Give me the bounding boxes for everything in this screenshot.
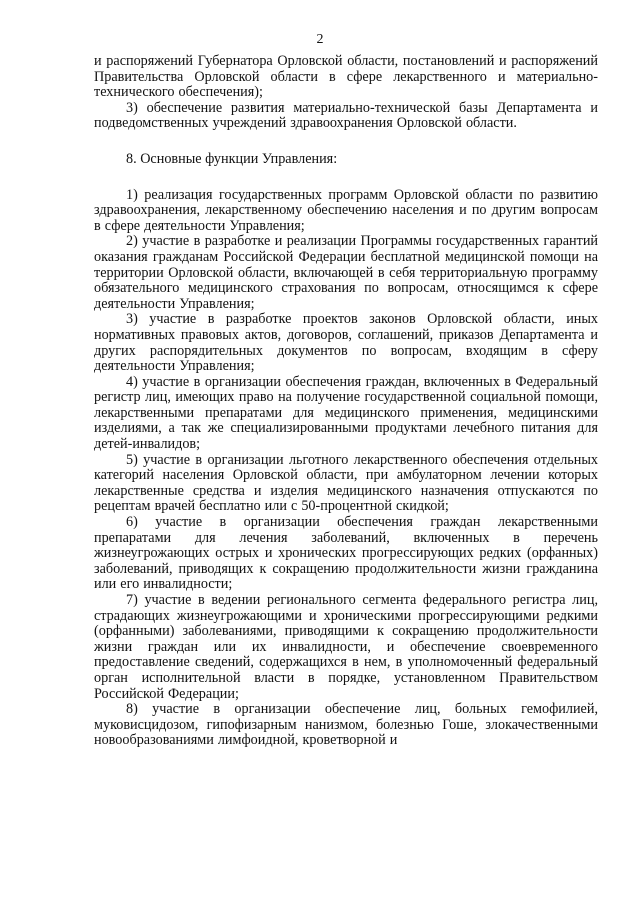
- page-number: 2: [316, 32, 324, 47]
- intro-paragraph-continuation: и распоряжений Губернатора Орловской области, постановлений и распоряжений Правительства Орловской области в сфере лекарственного и материально-технического обеспечения);: [94, 53, 598, 101]
- function-item-7: 7) участие в ведении регионального сегмента федерального регистра лиц, страдающих жизнеугрожающими и хроническими прогрессирующими редкими (орфанными) заболеваниями, приводящими к сокращению продолжительности жизни граждан или их инвалидности, и обеспечение своевременного предоставление сведений, содержащихся в нем, в уполномоченный федеральный орган исполнительной власти в порядке, установленном Правительством Российской Федерации;: [94, 592, 598, 702]
- function-item-4: 4) участие в организации обеспечения граждан, включенных в Федеральный регистр лиц, имеющих право на получение государственной социальной помощи, лекарственными препаратами для медицинского применения, медицинскими изделиями, а так же специализированными продуктами лечебного питания для детей-инвалидов;: [94, 373, 598, 453]
- function-item-3: 3) участие в разработке проектов законов Орловской области, иных нормативных правовых актов, договоров, соглашений, приказов Департамента и других распорядительных документов по вопросам, входящим в сферу деятельности Управления;: [94, 311, 598, 375]
- function-item-8: 8) участие в организации обеспечение лиц, больных гемофилией, муковисцидозом, гипофизарным нанизмом, болезнью Гоше, злокачественными новообразованиями лимфоидной, кроветворной и: [94, 701, 598, 749]
- function-item-2: 2) участие в разработке и реализации Программы государственных гарантий оказания гражданам Российской Федерации бесплатной медицинской помощи на территории Орловской области, включающей в себя территориальную программу обязательного медицинского страхования по вопросам, относящимся к сфере деятельности Управления;: [94, 233, 598, 312]
- function-item-1: 1) реализация государственных программ Орловской области по развитию здравоохранения, лекарственному обеспечению населения и по другим вопросам в сфере деятельности Управления;: [94, 186, 598, 234]
- section-heading: 8. Основные функции Управления:: [126, 150, 338, 167]
- function-item-6: 6) участие в организации обеспечения граждан лекарственными препаратами для лечения заболеваний, включенных в перечень жизнеугрожающих острых и хронических прогрессирующих редких (орфанных) заболеваний, приводящих к сокращению продолжительности жизни гражданина или его инвалидности;: [94, 514, 598, 593]
- function-item-5: 5) участие в организации льготного лекарственного обеспечения отдельных категорий населения Орловской области, при амбулаторном лечении которых лекарственные средства и изделия медицинского назначения отпускаются по рецептам врачей бесплатно или с 50-процентной скидкой;: [94, 451, 598, 515]
- intro-paragraph-item-3: 3) обеспечение развития материально-технической базы Департамента и подведомственных учреждений здравоохранения Орловской области.: [94, 99, 598, 132]
- document-body: [94, 54, 598, 749]
